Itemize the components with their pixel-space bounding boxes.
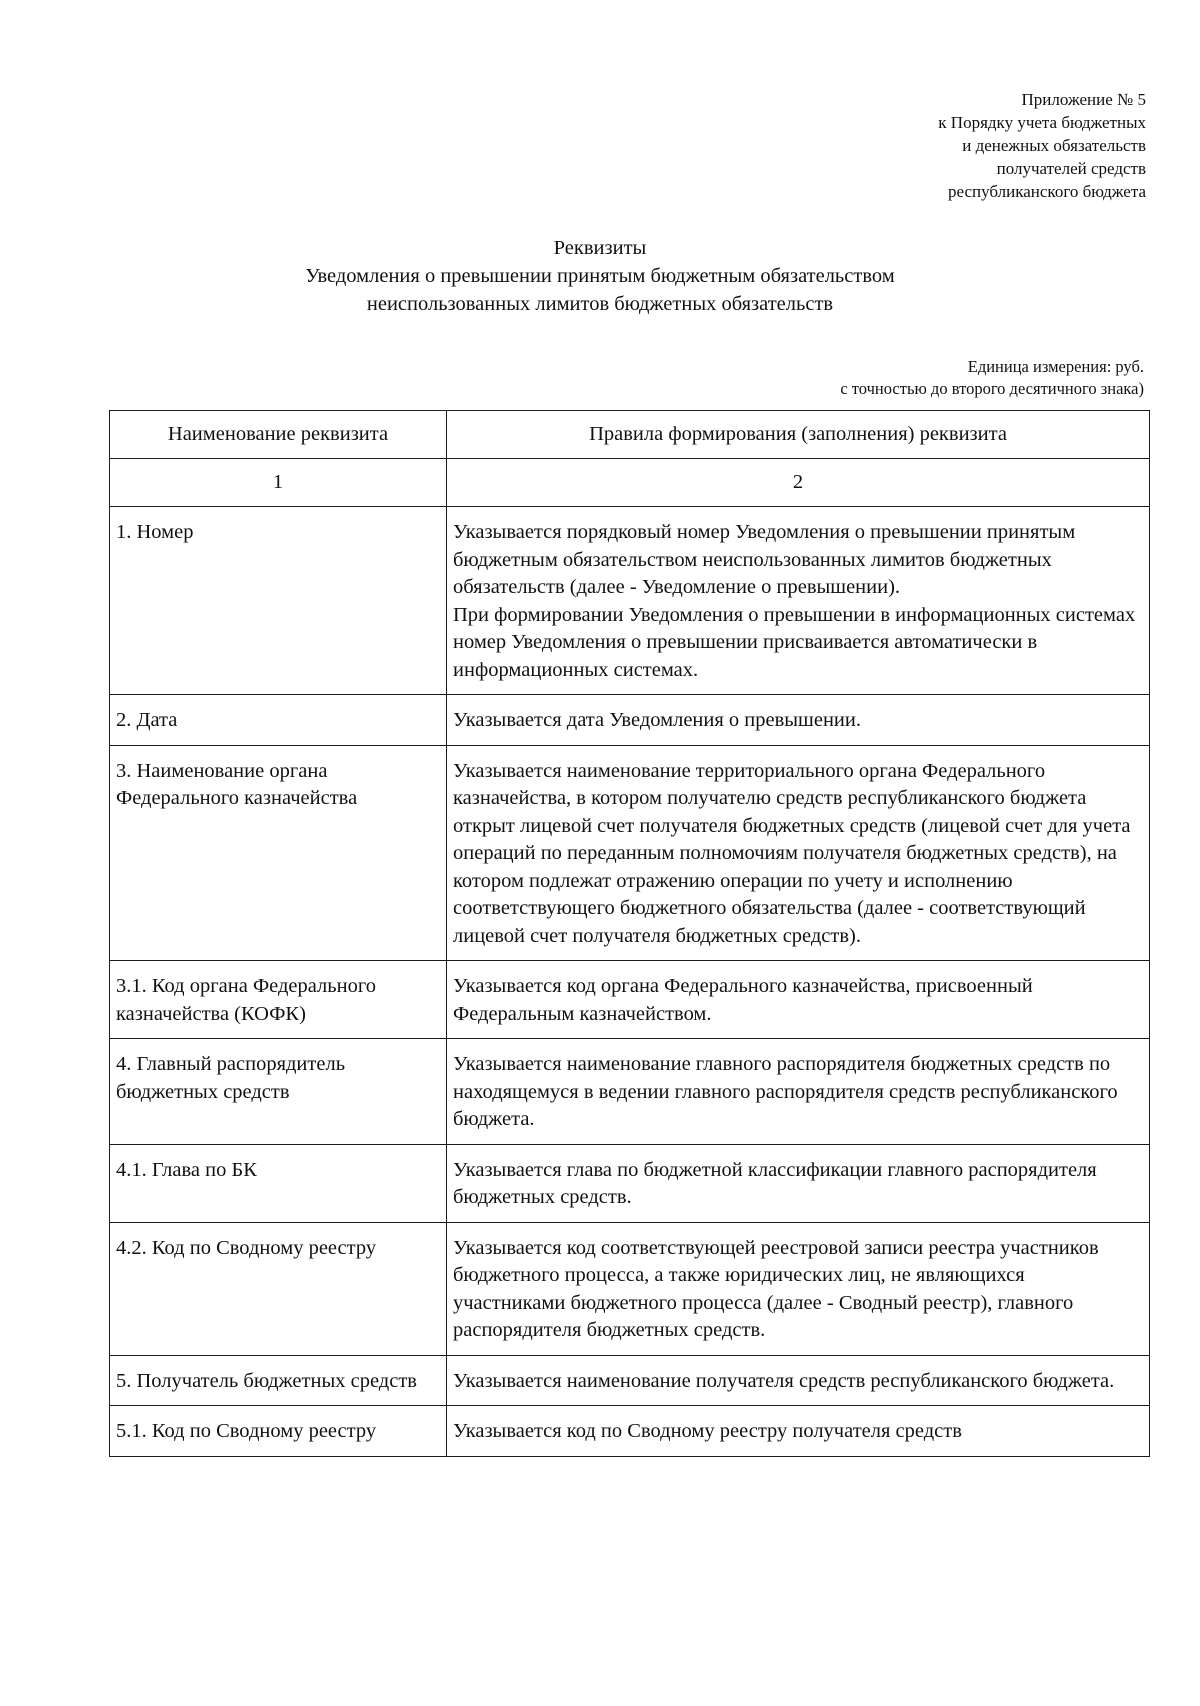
table-row bbox=[110, 695, 1150, 746]
requisite-name: 2. Дата bbox=[110, 695, 447, 746]
requisite-name: 5.1. Код по Сводному реестру bbox=[110, 1406, 447, 1457]
unit-line-1: Единица измерения: руб. bbox=[967, 357, 1144, 376]
requisite-name: 4.2. Код по Сводному реестру bbox=[110, 1222, 447, 1355]
requisite-name: 1. Номер bbox=[110, 507, 447, 695]
table-row bbox=[110, 1355, 1150, 1406]
table-row bbox=[110, 1039, 1150, 1145]
column-number-row bbox=[110, 459, 1150, 507]
rule-paragraph: При формировании Уведомления о превышении в информационных системах номер Уведомления о превышении присваивается автоматически в информационных системах. bbox=[453, 603, 1136, 681]
appendix-line: получателей средств bbox=[996, 159, 1146, 178]
table-header-row bbox=[110, 411, 1150, 459]
requisite-rule: Указывается дата Уведомления о превышении. bbox=[447, 695, 1150, 746]
requisite-rule: Указывается наименование территориального органа Федерального казначейства, в котором получателю средств республиканского бюджета открыт лицевой счет получателя бюджетных средств (лицевой счет для учета операций по переданным полномочиям получателя бюджетных средств), на котором подлежат отражению операции по учету и исполнению соответствующего бюджетного обязательства (далее - соответствующий лицевой счет получателя бюджетных средств). bbox=[447, 745, 1150, 961]
table-row bbox=[110, 1144, 1150, 1222]
title-line-1: Реквизиты bbox=[553, 237, 647, 259]
table-row bbox=[110, 745, 1150, 961]
requisite-name: 3.1. Код органа Федерального казначейства (КОФК) bbox=[110, 961, 447, 1039]
requisite-rule: Указывается код соответствующей реестровой записи реестра участников бюджетного процесса, а также юридических лиц, не являющихся участниками бюджетного процесса (далее - Сводный реестр), главного распорядителя бюджетных средств. bbox=[447, 1222, 1150, 1355]
requisite-rule: Указывается код органа Федерального казначейства, присвоенный Федеральным казначейством. bbox=[447, 961, 1150, 1039]
table-row bbox=[110, 961, 1150, 1039]
requisite-name: 4. Главный распорядитель бюджетных средств bbox=[110, 1039, 447, 1145]
appendix-line: и денежных обязательств bbox=[962, 136, 1146, 155]
requisites-table bbox=[109, 410, 1150, 1457]
requisite-rule: Указывается наименование получателя средств республиканского бюджета. bbox=[447, 1355, 1150, 1406]
appendix-line: республиканского бюджета bbox=[948, 182, 1146, 201]
table-row bbox=[110, 1406, 1150, 1457]
table-row bbox=[110, 1222, 1150, 1355]
appendix-line: к Порядку учета бюджетных bbox=[938, 113, 1146, 132]
appendix-reference bbox=[938, 88, 1146, 203]
column-number: 2 bbox=[447, 459, 1150, 507]
column-number: 1 bbox=[110, 459, 447, 507]
unit-of-measure bbox=[840, 356, 1144, 400]
title-line-2: Уведомления о превышении принятым бюджетным обязательством bbox=[305, 265, 895, 287]
requisite-rule: Указывается глава по бюджетной классификации главного распорядителя бюджетных средств. bbox=[447, 1144, 1150, 1222]
title-line-3: неиспользованных лимитов бюджетных обязательств bbox=[366, 293, 834, 315]
requisite-rule bbox=[447, 507, 1150, 695]
requisite-rule: Указывается код по Сводному реестру получателя средств bbox=[447, 1406, 1150, 1457]
column-header-name: Наименование реквизита bbox=[110, 411, 447, 459]
requisite-name: 3. Наименование органа Федерального казначейства bbox=[110, 745, 447, 961]
requisite-name: 4.1. Глава по БК bbox=[110, 1144, 447, 1222]
column-header-rule: Правила формирования (заполнения) реквизита bbox=[447, 411, 1150, 459]
requisite-name: 5. Получатель бюджетных средств bbox=[110, 1355, 447, 1406]
appendix-line: Приложение № 5 bbox=[1021, 90, 1146, 109]
table-row bbox=[110, 507, 1150, 695]
unit-line-2: с точностью до второго десятичного знака) bbox=[840, 379, 1144, 398]
requisite-rule: Указывается наименование главного распорядителя бюджетных средств по находящемуся в ведении главного распорядителя средств республиканского бюджета. bbox=[447, 1039, 1150, 1145]
document-title bbox=[0, 234, 1200, 318]
rule-paragraph: Указывается порядковый номер Уведомления о превышении принятым бюджетным обязательством неиспользованных лимитов бюджетных обязательств (далее - Уведомление о превышении). bbox=[453, 521, 1076, 598]
